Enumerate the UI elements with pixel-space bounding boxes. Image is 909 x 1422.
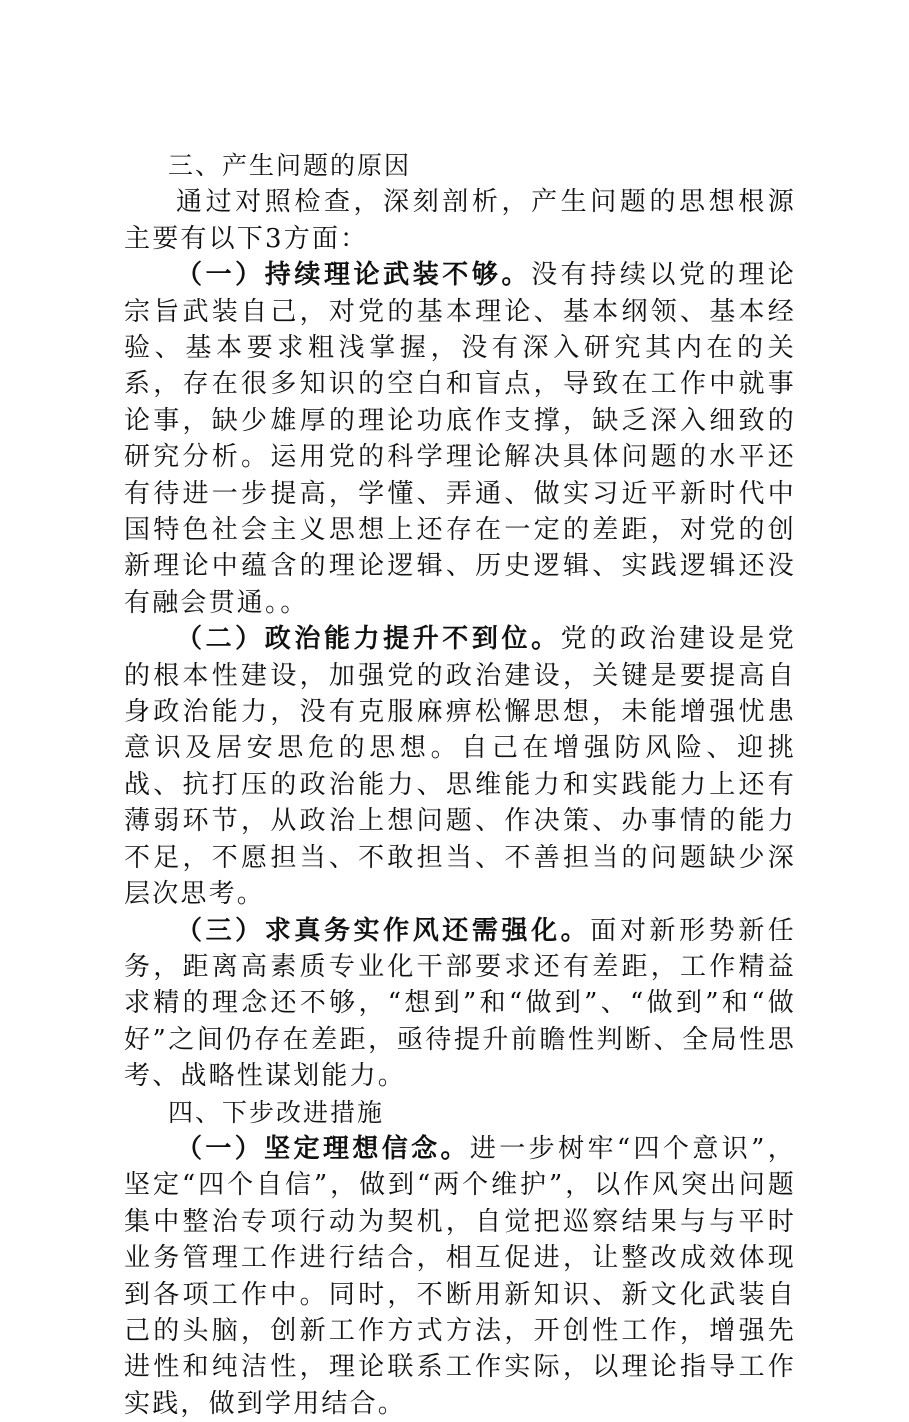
document-body	[124, 148, 796, 1422]
section-heading-measures: 四、下步改进措施	[168, 1097, 385, 1127]
measure-1-lead: （一）坚定理想信念。	[176, 1133, 470, 1164]
measure-1-body: 进一步树牢“四个意识”，坚定“四个自信”，做到“两个维护”，以作风突出问题集中整治专项行动为契机，自觉把巡察结果与与平时业务管理工作进行结合，相互促进，让整改成效体现到各项工作中。同时，不断用新知识、新文化武装自己的头脑，创新工作方式方法，开创性工作，增强先进性和纯洁性，理论联系工作实际，以理论指导工作实践，做到学用结合。	[124, 1133, 796, 1419]
cause-paragraph-1	[124, 257, 796, 621]
cause-1-lead: （一）持续理论武装不够。	[176, 260, 532, 291]
measure-paragraph-1	[124, 1131, 796, 1422]
cause-paragraph-2	[124, 621, 796, 912]
cause-paragraph-3	[124, 913, 796, 1095]
cause-3-body: 面对新形势新任务，距离高素质专业化干部要求还有差距，工作精益求精的理念还不够，“想到”和“做到”、“做到”和“做好”之间仍存在差距，亟待提升前瞻性判断、全局性思考、战略性谋划能力。	[124, 915, 796, 1092]
cause-2-lead: （二）政治能力提升不到位。	[176, 624, 561, 655]
section-heading-causes: 三、产生问题的原因	[168, 151, 412, 180]
causes-intro-paragraph: 通过对照检查，深刻剖析，产生问题的思想根源主要有以下3方面：	[124, 187, 796, 254]
cause-2-body: 党的政治建设是党的根本性建设，加强党的政治建设，关键是要提高自身政治能力，没有克服麻痹松懈思想，未能增强忧患意识及居安思危的思想。自己在增强防风险、迎挑战、抗打压的政治能力、思维能力和实践能力上还有薄弱环节，从政治上想问题、作决策、办事情的能力不足，不愿担当、不敢担当、不善担当的问题缺少深层次思考。	[124, 624, 796, 910]
cause-1-body: 没有持续以党的理论宗旨武装自己，对党的基本理论、基本纲领、基本经验、基本要求粗浅掌握，没有深入研究其内在的关系，存在很多知识的空白和盲点，导致在工作中就事论事，缺少雄厚的理论功底作支撑，缺乏深入细致的研究分析。运用党的科学理论解决具体问题的水平还有待进一步提高，学懂、弄通、做实习近平新时代中国特色社会主义思想上还存在一定的差距，对党的创新理论中蕴含的理论逻辑、历史逻辑、实践逻辑还没有融会贯通。。	[124, 260, 796, 618]
cause-3-lead: （三）求真务实作风还需强化。	[176, 915, 591, 946]
